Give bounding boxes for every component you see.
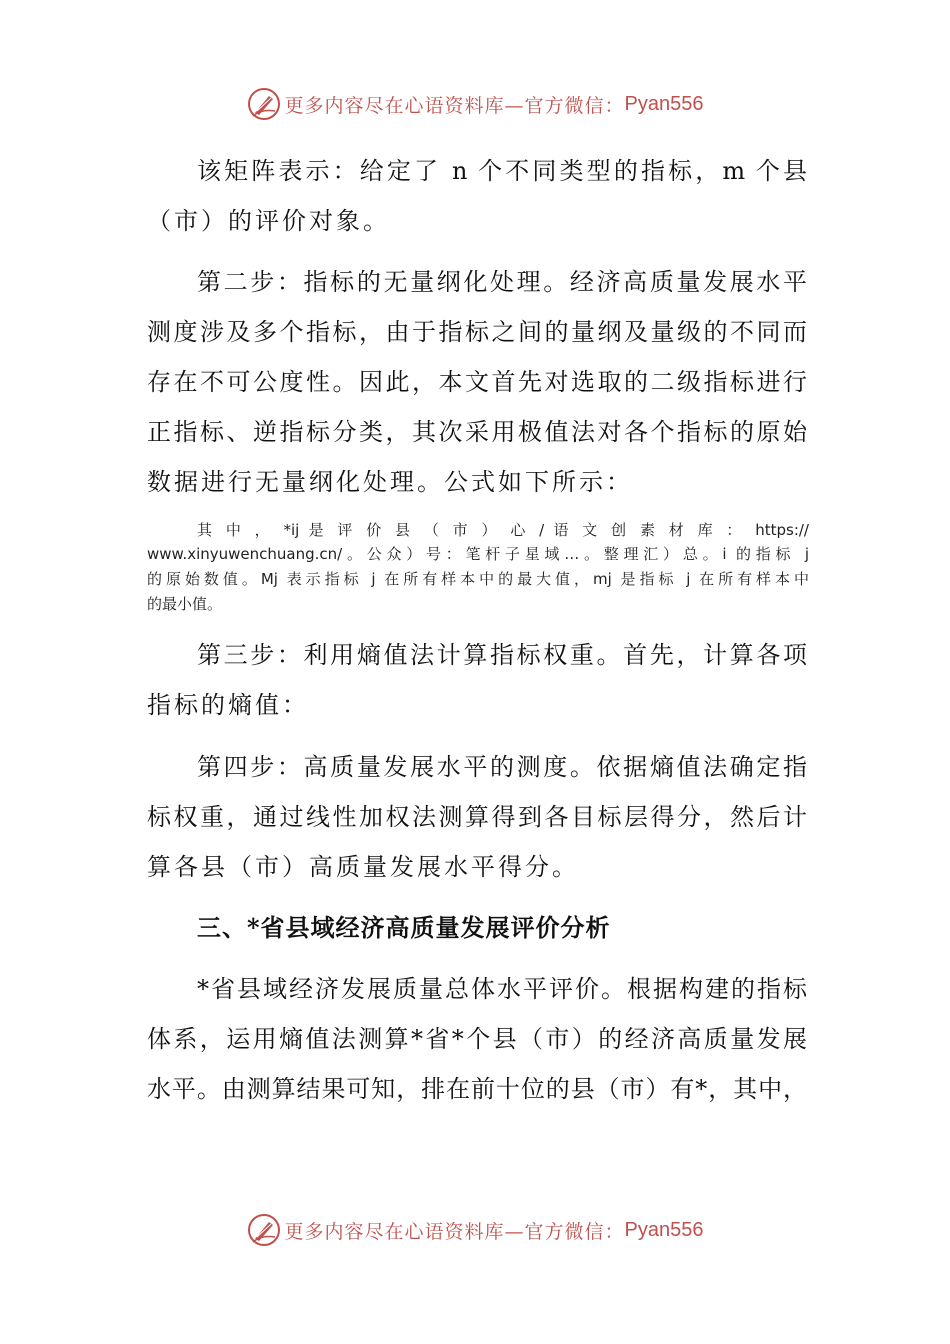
- paragraph-line: 数据进行无量纲化处理。公式如下所示：: [147, 468, 633, 496]
- paragraph-line: 第四步：高质量发展水平的测度。依据熵值法确定指: [197, 753, 807, 781]
- paragraph-line: 测度涉及多个指标，由于指标之间的量纲及量级的不同而: [147, 318, 807, 346]
- note-line: www.xinyuwenchuang.cn/。公众）号：笔杆子星域…。整理汇）总。i 的指标 j: [147, 545, 809, 563]
- paragraph-line: 指标的熵值：: [147, 691, 309, 719]
- paragraph-line: 该矩阵表示：给定了 n 个不同类型的指标，m 个县: [197, 157, 807, 185]
- watermark-brand: Pyan556: [624, 1218, 704, 1241]
- watermark-header: [0, 84, 950, 124]
- note-line: 的原始数值。Mj 表示指标 j 在所有样本中的最大值，mj 是指标 j 在所有样本中: [147, 570, 809, 588]
- paragraph-line: 体系，运用熵值法测算*省*个县（市）的经济高质量发展: [147, 1025, 807, 1053]
- quill-logo-icon: [247, 1213, 281, 1247]
- note-line: 其 中 ， *ij 是 评 价 县 （ 市 ） 心 / 语 文 创 素 材 库 ： https://: [197, 521, 809, 539]
- paragraph-line: *省县域经济发展质量总体水平评价。根据构建的指标: [197, 975, 807, 1003]
- paragraph-line: （市）的评价对象。: [147, 207, 390, 235]
- watermark-text: 更多内容尽在心语资料库—官方微信：: [284, 94, 625, 117]
- note-line: 的最小值。: [147, 595, 223, 613]
- section-heading: 三、*省县域经济高质量发展评价分析: [197, 913, 611, 942]
- paragraph-line: 算各县（市）高质量发展水平得分。: [147, 853, 579, 881]
- watermark-text: 更多内容尽在心语资料库—官方微信：: [284, 1220, 625, 1243]
- quill-logo-icon: [247, 87, 281, 121]
- paragraph-line: 正指标、逆指标分类，其次采用极值法对各个指标的原始: [147, 418, 807, 446]
- paragraph-line: 存在不可公度性。因此，本文首先对选取的二级指标进行: [147, 368, 807, 396]
- paragraph-line: 第三步：利用熵值法计算指标权重。首先，计算各项: [197, 641, 807, 669]
- paragraph-line: 水平。由测算结果可知，排在前十位的县（市）有*，其中，: [147, 1075, 807, 1103]
- paragraph-line: 第二步：指标的无量纲化处理。经济高质量发展水平: [197, 268, 807, 296]
- watermark-brand: Pyan556: [624, 92, 704, 115]
- paragraph-line: 标权重，通过线性加权法测算得到各目标层得分，然后计: [147, 803, 807, 831]
- watermark-footer: [0, 1210, 950, 1250]
